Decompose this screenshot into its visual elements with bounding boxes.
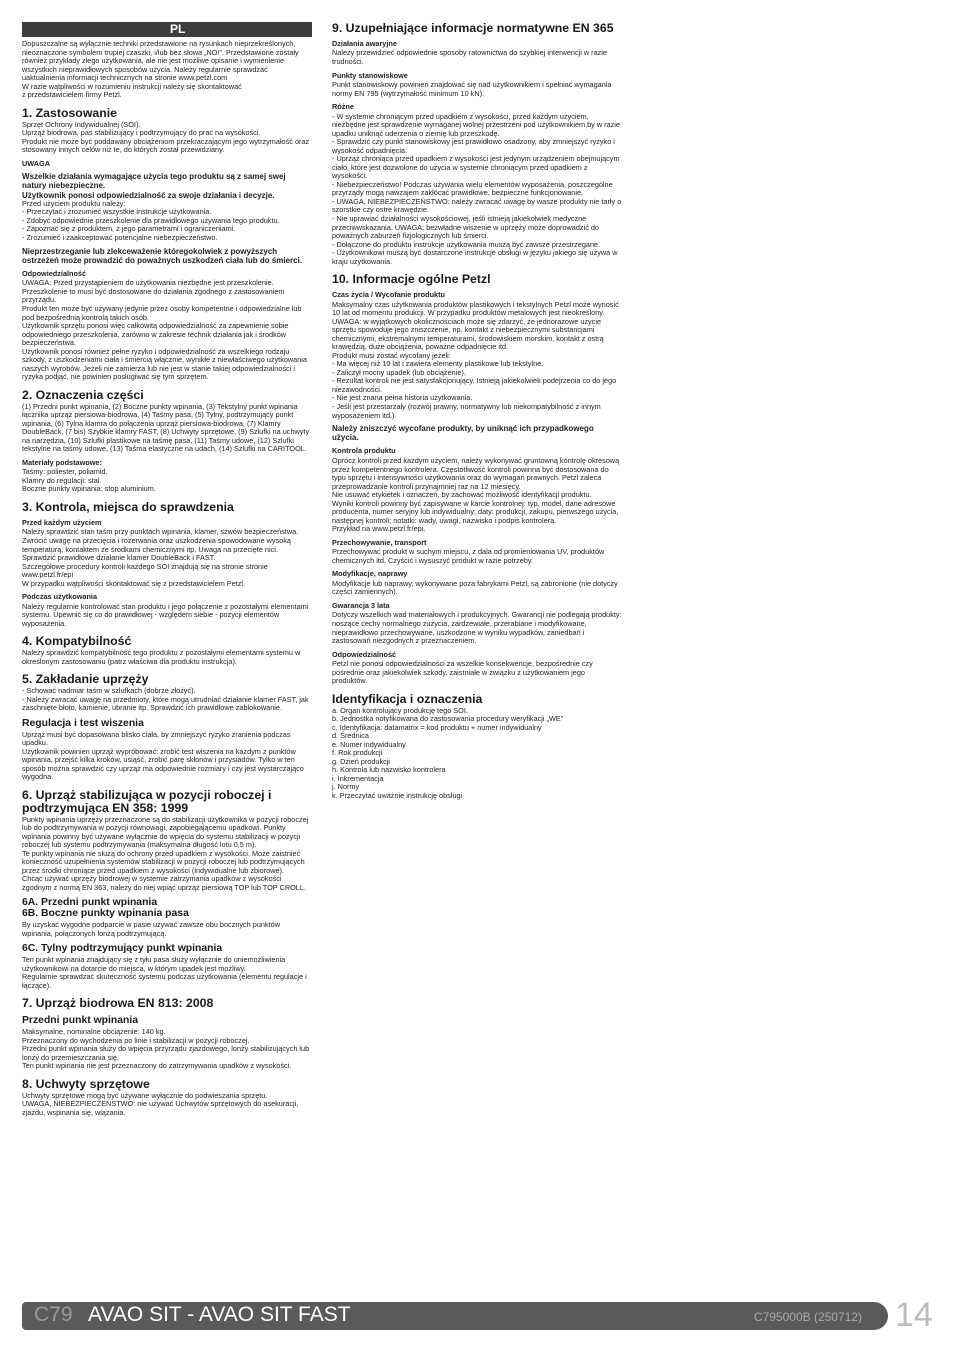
section-10-b: Oprócz kontroli przed każdym użyciem, należy wykonywać gruntowną kontrolę okresową przez kompetentnego kontrolera. Częstotliwość kontroli powinna być dostosowana do typu sprzętu i intensywności użytkowania oraz do wymagań prawnych. Petzl zaleca przeprowadzanie kontroli przynajmniej raz na 12 miesięcy. Nie usuwać etykietek i oznaczeń, by zachować możliwość identyfikacji produktu. Wyniki kontroli powinny być zapisywane w karcie kontrolnej: typ, model, dane adresowe producenta, numer seryjny lub indywidualny; daty: produkcji, zakupu, pierwszego użycia, następnej kontroli; notatki: wady, uwagi, nazwisko i podpis kontrolera. Przykład na www.petzl.fr/epi. bbox=[332, 455, 620, 534]
section-9-b-title: Punkty stanowiskowe bbox=[332, 70, 408, 80]
section-3-before: Należy sprawdzić stan taśm przy punktach wpinania, klamer, szwów bezpieczeństwa. Zwrócić uwagę na przecięcia i rozerwania oraz uszkodzenia spowodowane wysoką temperaturą, kontaktem ze środkami chemicznymi itp. Uwaga na przecięte nici. Sprawdzić prawidłowe działanie klamer DoubleBack i FAST. Szczegółowe procedury kontroli każdego SOI znajdują się na stronie stronie www.petzl.fr/epi W przypadku wątpliwości skontaktować się z przedstawicielem Petzl. bbox=[22, 527, 299, 588]
section-10-a: Maksymalny czas użytkowania produktów plastikowych i tekstylnych Petzl może wynosić 10 lat od momentu produkcji. W przypadku produktów metalowych jest nieokreślony. UWAGA: w wyjątkowych okolicznościach może się zdarzyć, że jednorazowe użycie sprzętu spowoduje jego zniszczenie, np. kontakt z niebezpiecznymi substancjami chemicznymi, ekstremalnymi temperaturami, środowiskiem morskim, kontakt z ostrą krawędzią, duże obciążenia, poważne odpadnięcie itd. Produkt musi zostać wycofany jeżeli: - Ma więcej niż 10 lat i zawiera elementy plastikowe lub tekstylne. - Zaliczył mocny upadek (lub obciążenie). - Rezultat kontroli nie jest satysfakcjonujący. Istnieją jakiekolwiek podejrzenia co do jego niezawodności. - Nie jest znana pełna historia użytkowania. - Jeśli jest przestarzały (rozwój prawny, normatywny lub niekompatybilność z innym wyposażeniem itd.). bbox=[332, 299, 619, 420]
section-4-title: 4. Kompatybilność bbox=[22, 634, 132, 649]
section-6-text: Punkty wpinania uprzęży przeznaczone są do stabilizacji użytkownika w pozycji roboczej lub do podtrzymywania w pozycji równowagi, zapobiegającemu upadkowi. Punkty wpinania powinny być używane wyłącznie do wpięcia do systemu stabilizacji w pozycji roboczej lub systemu podtrzymywania (maksymalna długość lotu 0,5 m). Te punkty wpinania nie służą do ochrony przed upadkiem z wysokości. Może zaistnieć konieczność uzupełnienia systemów stabilizacji w pozycji roboczej lub podtrzymujących przez środki chroniące przed upadkiem z wysokości (indywidualne lub zbiorowe). Chcąc używać uprzęży biodrowej w systemie zatrzymania upadków z wysokości zgodnym z normą EN 363, należy do niej wpiąć uprząż piersiową TOP lub TOP CROLL. bbox=[22, 814, 309, 892]
intro-text: Dopuszczalne są wyłącznie techniki przedstawione na rysunkach nieprzekreślonych, nieoznaczone symbolem trupiej czaszki, i/lub bez słowa „NO!”. Przedstawione zostały również przykłady złego użytkowania, ale nie jest możliwe opisanie i wymienienie wszystkich nieprawidłowych sposobów użycia. Należy regularnie sprawdzać uaktualnienia informacji technicznych na stronie www.petzl.com W razie wątpliwości w rozumieniu instrukcji należy się skontaktować z przedstawicielem firmy Petzl. bbox=[22, 39, 299, 100]
product-title: AVAO SIT - AVAO SIT FAST bbox=[88, 1303, 351, 1326]
section-2-materials-title: Materiały podstawowe: bbox=[22, 457, 102, 467]
section-10-d: Modyfikacje lub naprawy, wykonywane poza fabrykami Petzl, są zabronione (nie dotyczy części zamiennych). bbox=[332, 578, 618, 597]
section-10-b-title: Kontrola produktu bbox=[332, 446, 396, 456]
section-6c-title: 6C. Tylny podtrzymujący punkt wpinania bbox=[22, 943, 223, 955]
document-reference: C795000B (250712) bbox=[753, 1310, 862, 1324]
section-9-b: Punkt stanowiskowy powinien znajdować się nad użytkownikiem i spełniać wymagania normy EN 795 (wytrzymałość minimum 10 kN). bbox=[332, 80, 612, 98]
section-3-during: Należy regularnie kontrolować stan produktu i jego połączenie z pozostałymi elementami systemu. Upewnić się co do prawidłowej - względem siebie - pozycji elementów wyposażenia. bbox=[22, 601, 309, 628]
section-10-e-title: Gwarancja 3 lata bbox=[332, 600, 390, 610]
section-11-text: a. Organ kontrolujący produkcję tego SOI. b. Jednostka notyfikowana do zastosowania procedury weryfikacji „WE” c. Identyfikacja: datamatrix = kod produktu + numer indywidualny d. Średnica e. Numer indywidualny f. Rok produkcji g. Dzień produkcji h. Kontrola lub nazwisko kontrolera i. Inkrementacja j. Normy k. Przeczytać uważnie instrukcję obsługi bbox=[332, 705, 564, 800]
section-1-list: Przed użyciem produktu należy: - Przeczytać i zrozumieć wszystkie instrukcje użytkowania. - Zdobyć odpowiednie przeszkolenie dla prawidłowego używania tego produktu. - Zapoznać się z produktem, z jego parametrami i ograniczeniami. - Zrozumieć i zaakceptować potencjalne niebezpieczeństwo. bbox=[22, 198, 280, 242]
section-5-sub: Uprząż musi być dopasowana blisko ciała, by zmniejszyć ryzyko zranienia podczas upadku. Użytkownik powinien uprząż wypróbować: zrobić test wiszenia na każdym z punktów wpinania, przejść kilka kroków, usiąść, zrobić parę skłonów i przysiadów. Tylko w ten sposób można sprawdzić czy uprząż ma odpowiednie rozmiary i czy jest wystarczająco wygodna. bbox=[22, 729, 304, 782]
section-10-a-title: Czas życia / Wycofanie produktu bbox=[332, 290, 445, 300]
section-9-title: 9. Uzupełniające informacje normatywne EN 365 bbox=[332, 21, 614, 35]
section-5-sub-title: Regulacja i test wiszenia bbox=[22, 717, 144, 729]
section-8-text: Uchwyty sprzętowe mogą być używane wyłącznie do podwieszania sprzętu. UWAGA, NIEBEZPIECZEŃSTWO: nie używać Uchwytów sprzętowych do asekuracji, zjazdu, wspinania się, wiązania. bbox=[22, 1090, 299, 1117]
section-6a-title: 6A. Przedni punkt wpinania 6B. Boczne punkty wpinania pasa bbox=[22, 897, 189, 920]
section-3-during-title: Podczas użytkowania bbox=[22, 592, 98, 602]
section-1-text: Sprzęt Ochrony Indywidualnej (SOI). Uprząż biodrowa, pas stabilizujący i podtrzymujący do prac na wysokości. Produkt nie może być poddawany obciążeniom przekraczającym jego wytrzymałość oraz stosowany innych celów niż te, do których został przewidziany. bbox=[22, 119, 310, 155]
section-10-d-title: Modyfikacje, naprawy bbox=[332, 569, 408, 579]
section-1-uwaga: UWAGA bbox=[22, 158, 50, 168]
section-1-title: 1. Zastosowanie bbox=[22, 105, 117, 120]
section-3-title: 3. Kontrola, miejsca do sprawdzenia bbox=[22, 500, 234, 514]
section-6a-text: By uzyskać wygodne podparcie w pasie używać zawsze obu bocznych punktów wpinania, połączonych lonżą podtrzymującą. bbox=[22, 920, 280, 938]
section-10-e: Dotyczy wszelkich wad materiałowych i produkcyjnych. Gwarancji nie podlegają produkty: noszące cechy normalnego zużycia, zardzewiałe, przerabiane i modyfikowane, nieprawidłowo przechowywane, uszkodzone w wyniku wypadków, zaniedbań i zastosowań niezgodnych z przeznaczeniem. bbox=[332, 610, 622, 646]
section-10-warning: Należy zniszczyć wycofane produkty, by uniknąć ich przypadkowego użycia. bbox=[332, 424, 594, 443]
page-number: 14 bbox=[895, 1296, 933, 1334]
section-2-materials: Taśmy: poliester, poliamid. Klamry do regulacji: stal. Boczne punkty wpinania: stop aluminium. bbox=[22, 467, 156, 494]
section-1-responsibility: UWAGA: Przed przystąpieniem do użytkowania niezbędne jest przeszkolenie. Przeszkolenie to musi być dostosowane do działania zgodnego z zastosowaniem przyrządu. Produkt ten może być używany jedynie przez osoby kompetentne i odpowiedzialne lub pod bezpośrednią kontrolą takich osób. Użytkownik sprzętu ponosi więc całkowitą odpowiedzialność za zapewnienie sobie odpowiedniego przeszkolenia, zarówno w zakresie technik działania jak i środków bezpieczeństwa. Użytkownik ponosi również pełne ryzyko i odpowiedzialność za wszelkiego rodzaju szkody, z uszkodzeniami ciała i śmiercią włącznie, wynikłe z niewłaściwego użytkowania naszych wyrobów. Jeżeli nie zamierza lub nie jest w stanie takiej odpowiedzialności i ryzyka podjąć, nie powinien posługiwać się tym sprzętem. bbox=[22, 278, 307, 382]
section-1-responsibility-title: Odpowiedzialność bbox=[22, 268, 87, 278]
section-10-title: 10. Informacje ogólne Petzl bbox=[332, 272, 491, 287]
section-6c-text: Ten punkt wpinania znajdujący się z tyłu pasa służy wyłącznie do uniemożliwienia użytkownikowi na dotarcie do miejsca, w którym upadek jest możliwy. Regularnie sprawdzać skuteczność systemu podczas użytkowania (elementu regulacje i łączące). bbox=[22, 955, 307, 990]
section-2-text: (1) Przedni punkt wpinania, (2) Boczne punkty wpinania, (3) Tekstylny punkt wpinania łącznika uprząż piersiowa-biodrowa, (4) Taśmy pasa, (5) Tylny, podtrzymujący punkt wpinania, (6) Tylna klamra do połączenia uprząż piersiowa-biodrowa, (7) Klamry DoubleBack, (7 bis) Szybkie klamry FAST, (8) Uchwyty sprzętowe, (9) Szlufki na uchwyty na narzędzia, (10) Szlufki plastikowe na taśmę pasa, (11) Taśmy udowe, (12) Szlufki tekstylne na taśmy udowe, (13) Taśma elastyczne na udach, (14) Szlufki na CARITOOL. bbox=[22, 401, 310, 454]
section-4-text: Należy sprawdzić kompatybilność tego produktu z pozostałymi elementami systemu w określonym zastosowaniu (patrz właściwa dla produktu instrukcja). bbox=[22, 648, 301, 666]
product-code: C79 bbox=[34, 1303, 73, 1326]
section-3-before-title: Przed każdym użyciem bbox=[22, 517, 102, 527]
section-5-title: 5. Zakładanie uprzęży bbox=[22, 672, 149, 687]
section-9-c-title: Różne bbox=[332, 102, 354, 112]
left-column bbox=[22, 22, 312, 1117]
section-9-a-title: Działania awaryjne bbox=[332, 38, 397, 48]
section-7-title: 7. Uprząż biodrowa EN 813: 2008 bbox=[22, 996, 214, 1011]
section-7-sub-title: Przedni punkt wpinania bbox=[22, 1015, 139, 1027]
section-1-warning-2: Nieprzestrzeganie lub zlekceważenie któregokolwiek z powyższych ostrzeżeń może prowadzić do poważnych uszkodzeń ciała lub do śmierci. bbox=[22, 246, 303, 265]
section-9-c: - W systemie chroniącym przed upadkiem z wysokości, przed każdym użyciem, niezbędne jest sprawdzenie wymaganej wolnej przestrzeni pod użytkownikiem,by w razie upadku uniknąć uderzenia o ziemię lub przeszkodę. - Sprawdzić czy punkt stanowiskowy jest prawidłowo osadzony, aby zmniejszyć ryzyko i wysokość odpadnięcia. - Uprząż chroniąca przed upadkiem z wysokości jest jedynym urządzeniem obejmującym ciało, które jest dozwolone do użycia w systemie chroniącym przed upadkiem z wysokości. - Niebezpieczeństwo! Podczas używania wielu elementów wyposażenia, poszczególne przyrządy mogą nawzajem zakłócać prawidłowe, bezpieczne funkcjonowanie. - UWAGA, NIEBEZPIECZEŃSTWO: należy zwracać uwagę by wasze produkty nie tarły o szorstkie czy ostre krawędzie. - Nie uprawiać działalności wysokościowej, jeśli istnieją jakiekolwiek medyczne przeciwwskazania. UWAGA: bezwładne wiszenie w uprzęży może doprowadzić do poważnych zaburzeń fizjologicznych lub śmierci. - Dołączone do produktu instrukcje użytkowania muszą być zawsze przestrzegane. - Użytkownikowi muszą być dostarczone instrukcje obsługi w języku jakiego się używa w kraju użytkowania. bbox=[332, 111, 622, 266]
section-2-title: 2. Oznaczenia części bbox=[22, 387, 144, 402]
section-5-text: - Schować nadmiar taśm w szlufkach (dobrze złożyć). - Należy zwracać uwagę na przedmioty, które mogą utrudniać działanie klamer FAST, jak zaschnięte błoto, kamienie, ubranie itp. Sprawdzić ich prawidłowe zablokowanie. bbox=[22, 686, 309, 713]
section-10-f-title: Odpowiedzialność bbox=[332, 649, 397, 659]
section-6-title: 6. Uprząż stabilizująca w pozycji roboczej i podtrzymująca EN 358: 1999 bbox=[22, 787, 272, 815]
section-10-c-title: Przechowywanie, transport bbox=[332, 537, 427, 547]
section-1-warning: Wszelkie działania wymagające użycia tego produktu są z samej swej natury niebezpieczne. Użytkownik ponosi odpowiedzialność za swoje działania i decyzje. bbox=[22, 172, 286, 200]
section-10-c: Przechowywać produkt w suchym miejscu, z dala od promieniowania UV, produktów chemicznych itd. Czyścić i wysuszyć produkt w razie potrzeby. bbox=[332, 547, 605, 565]
section-9-a: Należy przewidzieć odpowiednie sposoby ratownictwa do szybkiej interwencji w razie trudności. bbox=[332, 48, 607, 66]
section-11-title: Identyfikacja i oznaczenia bbox=[332, 691, 483, 706]
footer-bar bbox=[22, 1302, 888, 1330]
section-8-title: 8. Uchwyty sprzętowe bbox=[22, 1076, 150, 1091]
section-7-text: Maksymalne, nominalne obciążenie: 140 kg. Przeznaczony do wychodzenia po linie i stabilizacji w pozycji roboczej. Przedni punkt wpinania służy do wpięcia przyrządu zjazdowego, lonży stabilizujących lub lonży do przemieszczania się. Ten punkt wpinania nie jest przeznaczony do zatrzymywania upadków z wysokości. bbox=[22, 1027, 310, 1071]
language-tag: PL bbox=[22, 22, 312, 37]
right-column bbox=[332, 22, 622, 800]
section-10-f: Petzl nie ponosi odpowiedzialności za wszelkie konsekwencje, bezpośrednie czy pośrednie oraz jakiekolwiek szkody, zaistniałe w związku z użytkowaniem jego produktów. bbox=[332, 659, 593, 686]
